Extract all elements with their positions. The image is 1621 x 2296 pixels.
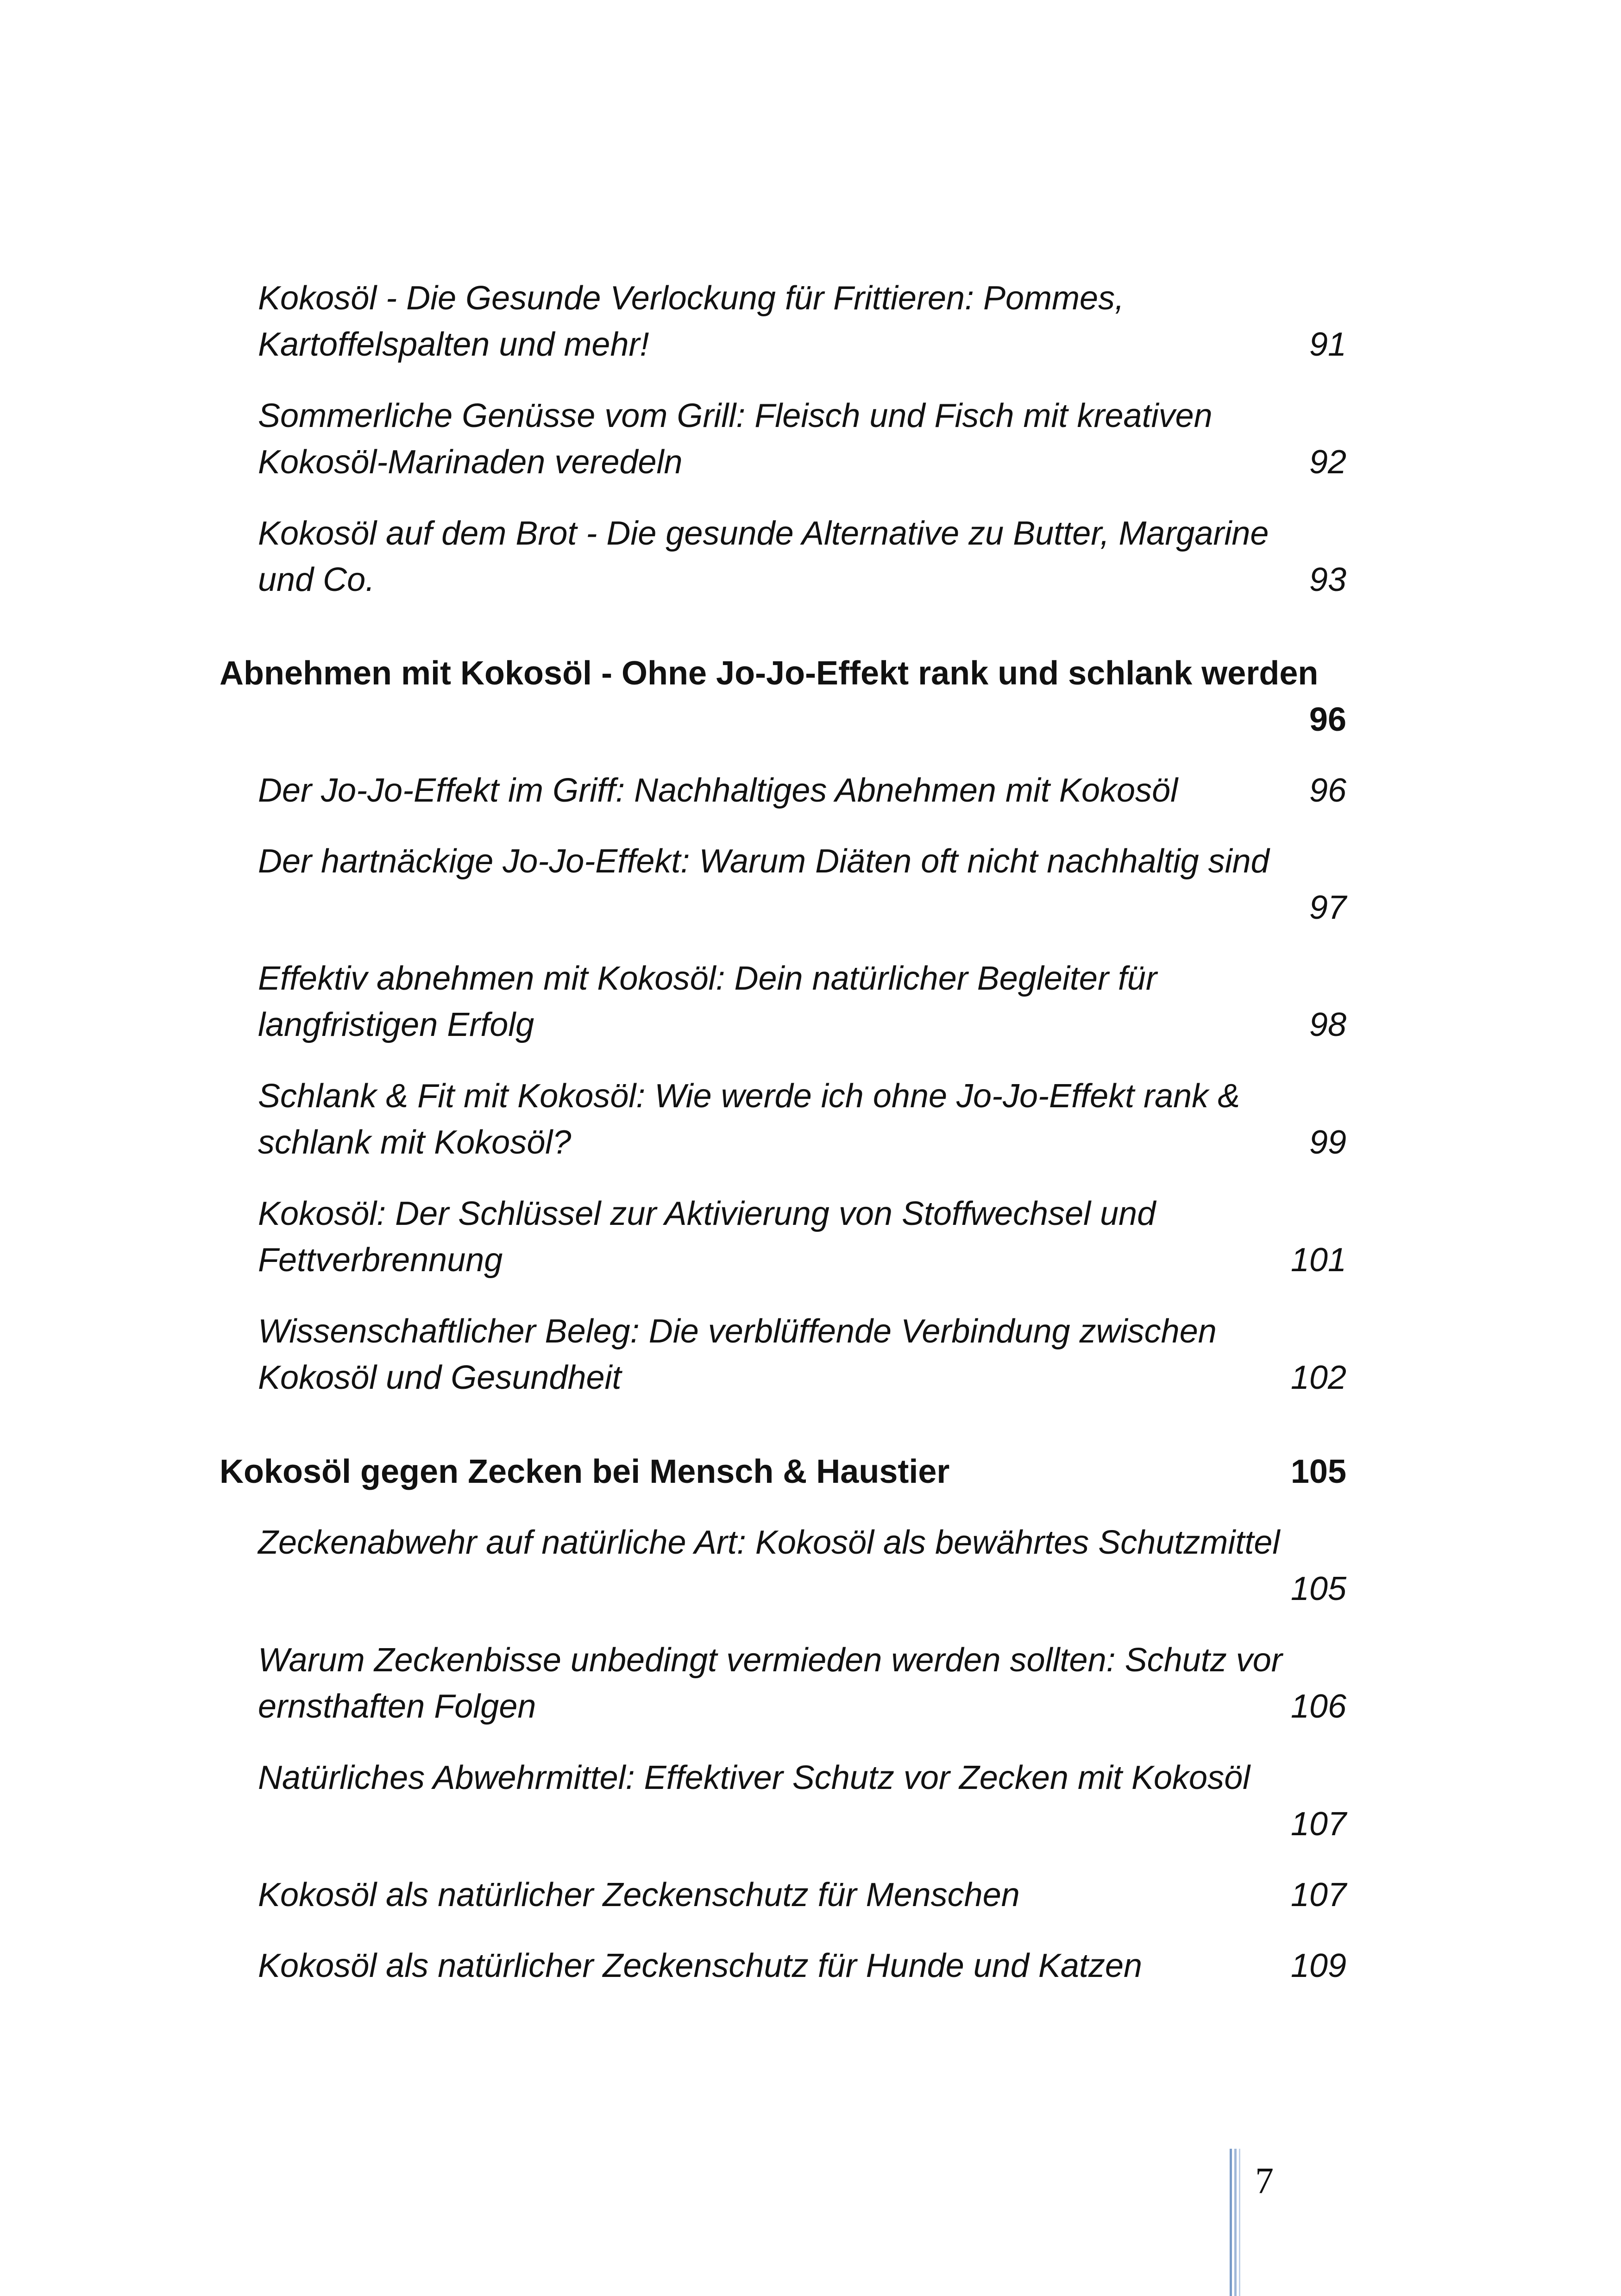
toc-chapter-page-number: 96 <box>1309 701 1346 738</box>
toc-entry-title-line: Der Jo-Jo-Effekt im Griff: Nachhaltiges Abnehmen mit Kokosöl <box>258 772 1178 809</box>
toc-entry-title-line: Kokosöl als natürlicher Zeckenschutz für Menschen <box>258 1876 1020 1913</box>
toc-entry-title-line: und Co. <box>258 561 375 598</box>
toc-chapter-title-line: Abnehmen mit Kokosöl - Ohne Jo-Jo-Effekt rank und schlank werden <box>220 655 1319 692</box>
toc-entry-title-line: Kokosöl auf dem Brot - Die gesunde Alternative zu Butter, Margarine <box>258 515 1269 552</box>
toc-entry-title-line: Wissenschaftlicher Beleg: Die verblüffende Verbindung zwischen <box>258 1313 1217 1350</box>
toc-chapter-page-number: 105 <box>1290 1453 1346 1490</box>
toc-chapter-entry[interactable] <box>220 1449 1346 1495</box>
toc-entry-page-number: 96 <box>1309 772 1346 809</box>
page-number-rule <box>1234 2149 1237 2296</box>
toc-entry-title-line: Kokosöl und Gesundheit <box>258 1359 622 1396</box>
page-number-rule <box>1230 2149 1232 2296</box>
toc-entry-title-line: ernsthaften Folgen <box>258 1688 536 1725</box>
toc-entry-title-line: langfristigen Erfolg <box>258 1006 534 1043</box>
toc-entry-title-line: Warum Zeckenbisse unbedingt vermieden werden sollten: Schutz vor <box>258 1642 1282 1679</box>
toc-entry-page-number: 107 <box>1290 1806 1346 1843</box>
toc-entry-page-number: 97 <box>1309 889 1346 926</box>
page-footer <box>1230 2149 1322 2296</box>
toc-entry-title-line: Schlank & Fit mit Kokosöl: Wie werde ich ohne Jo-Jo-Effekt rank & <box>258 1078 1240 1115</box>
toc-entry[interactable] <box>258 838 1346 931</box>
toc-entry-title-line: Kokosöl: Der Schlüssel zur Aktivierung von Stoffwechsel und <box>258 1195 1156 1232</box>
toc-entry[interactable] <box>258 275 1346 368</box>
toc-entry-title-line: Der hartnäckige Jo-Jo-Effekt: Warum Diäten oft nicht nachhaltig sind <box>258 843 1269 880</box>
toc-entry-title-line: Kokosöl-Marinaden veredeln <box>258 444 683 481</box>
toc-entry-title-line: Kartoffelspalten und mehr! <box>258 326 649 363</box>
toc-chapter-title-line: Kokosöl gegen Zecken bei Mensch & Haustier <box>220 1453 950 1490</box>
toc-entry-title-line: Natürliches Abwehrmittel: Effektiver Schutz vor Zecken mit Kokosöl <box>258 1759 1250 1796</box>
page-number-rule <box>1239 2149 1240 2296</box>
toc-entry-title-line: Zeckenabwehr auf natürliche Art: Kokosöl als bewährtes Schutzmittel <box>258 1524 1280 1561</box>
toc-entry-page-number: 102 <box>1290 1359 1346 1396</box>
toc-entry-page-number: 107 <box>1290 1876 1346 1913</box>
toc-entry-title-line: Kokosöl als natürlicher Zeckenschutz für Hunde und Katzen <box>258 1947 1143 1984</box>
toc-entry[interactable] <box>258 510 1346 603</box>
toc-entry-page-number: 105 <box>1290 1570 1346 1607</box>
toc-entry[interactable] <box>258 1872 1346 1918</box>
toc-entry[interactable] <box>258 955 1346 1048</box>
toc-entry-page-number: 93 <box>1309 561 1346 598</box>
toc-entry-title-line: Sommerliche Genüsse vom Grill: Fleisch und Fisch mit kreativen <box>258 397 1213 434</box>
toc-entry[interactable] <box>258 1519 1346 1612</box>
toc-entry-title-line: Kokosöl - Die Gesunde Verlockung für Frittieren: Pommes, <box>258 280 1125 317</box>
toc-entry-title-line: Effektiv abnehmen mit Kokosöl: Dein natürlicher Begleiter für <box>258 960 1157 997</box>
toc-entry-page-number: 98 <box>1309 1006 1346 1043</box>
toc-entry-page-number: 106 <box>1290 1688 1346 1725</box>
toc-entry[interactable] <box>258 1191 1346 1283</box>
toc-entry-page-number: 101 <box>1290 1242 1346 1279</box>
toc-chapter-entry[interactable] <box>220 650 1346 743</box>
toc-entry[interactable] <box>258 767 1346 814</box>
toc-entry[interactable] <box>258 1755 1346 1847</box>
page-number: 7 <box>1255 2161 1274 2202</box>
toc-entry-page-number: 99 <box>1309 1124 1346 1161</box>
toc-entry[interactable] <box>258 393 1346 485</box>
toc-entry[interactable] <box>258 1637 1346 1730</box>
toc-entry[interactable] <box>258 1073 1346 1166</box>
toc-entry-title-line: schlank mit Kokosöl? <box>258 1124 572 1161</box>
toc-entry[interactable] <box>258 1308 1346 1401</box>
toc-entry-title-line: Fettverbrennung <box>258 1242 503 1279</box>
toc-entry-page-number: 92 <box>1309 444 1346 481</box>
toc-entry[interactable] <box>258 1943 1346 1989</box>
toc-entry-page-number: 91 <box>1309 326 1346 363</box>
toc-entry-page-number: 109 <box>1290 1947 1346 1984</box>
